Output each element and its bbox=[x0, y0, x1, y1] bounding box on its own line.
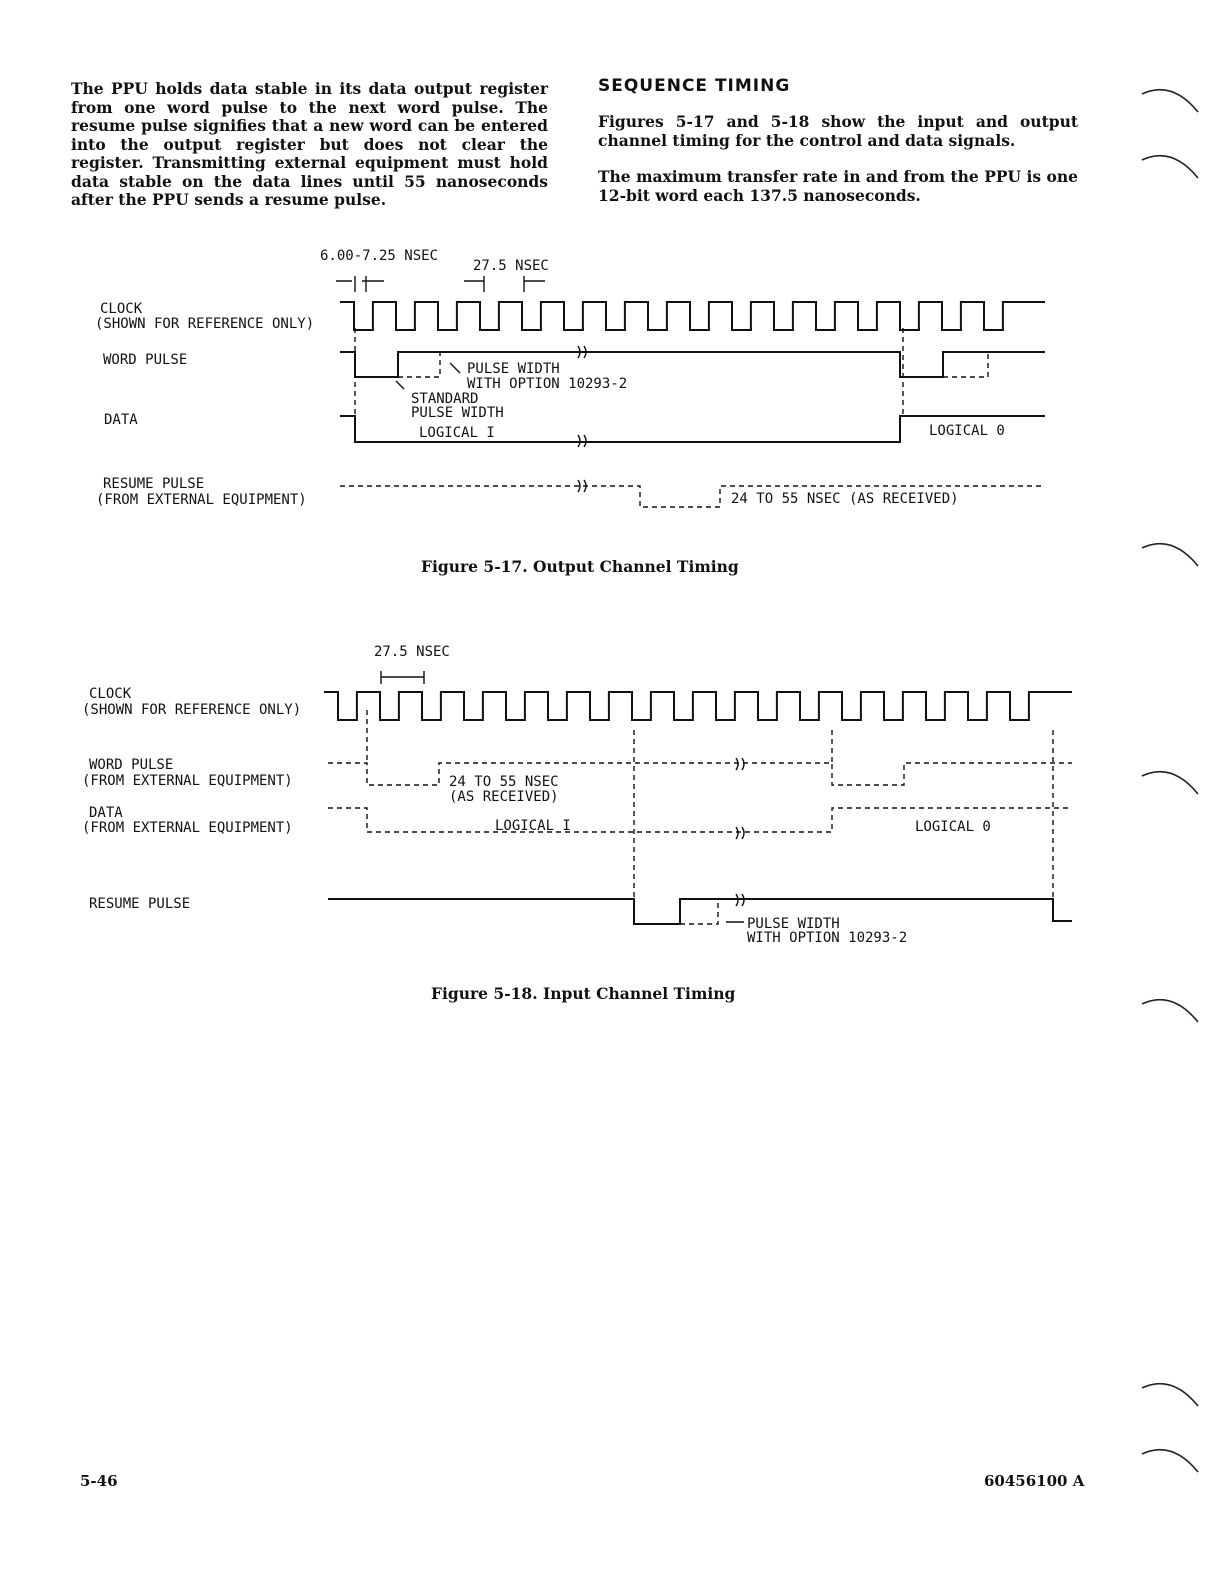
clock-label-note: (SHOWN FOR REFERENCE ONLY) bbox=[95, 316, 315, 332]
data-label-note: (FROM EXTERNAL EQUIPMENT) bbox=[82, 820, 293, 836]
word-pulse-timing-note: 24 TO 55 NSEC bbox=[449, 774, 559, 790]
resume-timing-note: 24 TO 55 NSEC (AS RECEIVED) bbox=[731, 491, 959, 507]
clock-waveform bbox=[324, 692, 1072, 720]
resume-label: RESUME PULSE bbox=[103, 476, 205, 492]
dim-label-clock-period: 27.5 NSEC bbox=[374, 644, 450, 660]
logical-0-label: LOGICAL 0 bbox=[929, 423, 1005, 439]
pulse-width-option-note: WITH OPTION 10293-2 bbox=[467, 376, 628, 392]
input-channel-timing-diagram bbox=[0, 640, 1220, 960]
logical-0-label: LOGICAL 0 bbox=[915, 819, 991, 835]
resume-label: RESUME PULSE bbox=[89, 896, 191, 912]
page-number: 5-46 bbox=[80, 1472, 118, 1490]
figure-18-caption: Figure 5-18. Input Channel Timing bbox=[431, 984, 736, 1003]
word-pulse-label: WORD PULSE bbox=[89, 757, 174, 773]
binder-hole-marks bbox=[1120, 0, 1220, 1584]
word-pulse-label-note: (FROM EXTERNAL EQUIPMENT) bbox=[82, 773, 293, 789]
resume-label-note: (FROM EXTERNAL EQUIPMENT) bbox=[96, 492, 307, 508]
logical-1-label: LOGICAL I bbox=[419, 425, 495, 441]
dim-label-clock-skew: 6.00-7.25 NSEC bbox=[320, 248, 439, 264]
resume-pulse-waveform bbox=[328, 899, 1072, 924]
word-pulse-waveform bbox=[328, 763, 1072, 785]
data-label: DATA bbox=[89, 805, 123, 821]
figure-17-caption: Figure 5-17. Output Channel Timing bbox=[421, 557, 739, 576]
word-pulse-received-note: (AS RECEIVED) bbox=[449, 789, 559, 805]
transfer-rate-paragraph: The maximum transfer rate in and from the PPU is one 12-bit word each 137.5 nanoseconds. bbox=[598, 167, 1078, 205]
standard-width-note: PULSE WIDTH bbox=[411, 405, 504, 421]
logical-1-label: LOGICAL I bbox=[495, 818, 571, 834]
word-pulse-label: WORD PULSE bbox=[103, 352, 188, 368]
section-heading: SEQUENCE TIMING bbox=[598, 76, 791, 96]
output-channel-timing-diagram bbox=[0, 230, 1220, 530]
dim-label-clock-period: 27.5 NSEC bbox=[473, 258, 549, 274]
clock-label: CLOCK bbox=[89, 686, 132, 702]
word-pulse-waveform bbox=[340, 352, 1045, 377]
clock-label-note: (SHOWN FOR REFERENCE ONLY) bbox=[82, 702, 302, 718]
clock-label: CLOCK bbox=[100, 301, 143, 317]
intro-paragraph: The PPU holds data stable in its data output register from one word pulse to the next word pulse. The resume pulse signifies that a new word can be entered into the output register but does not clear the register. Transmitting external equipment must hold data stable on the data lines until 55 nanoseconds after the PPU sends a resume pulse. bbox=[71, 79, 548, 209]
document-number: 60456100 A bbox=[984, 1472, 1085, 1490]
figures-paragraph: Figures 5-17 and 5-18 show the input and output channel timing for the control and data signals. bbox=[598, 112, 1078, 150]
clock-waveform bbox=[340, 302, 1045, 330]
pulse-width-option-note: WITH OPTION 10293-2 bbox=[747, 930, 908, 946]
pulse-width-note: PULSE WIDTH bbox=[467, 361, 560, 377]
data-label: DATA bbox=[104, 412, 138, 428]
pulse-width-note: PULSE WIDTH bbox=[747, 916, 840, 932]
standard-note: STANDARD bbox=[411, 391, 479, 407]
